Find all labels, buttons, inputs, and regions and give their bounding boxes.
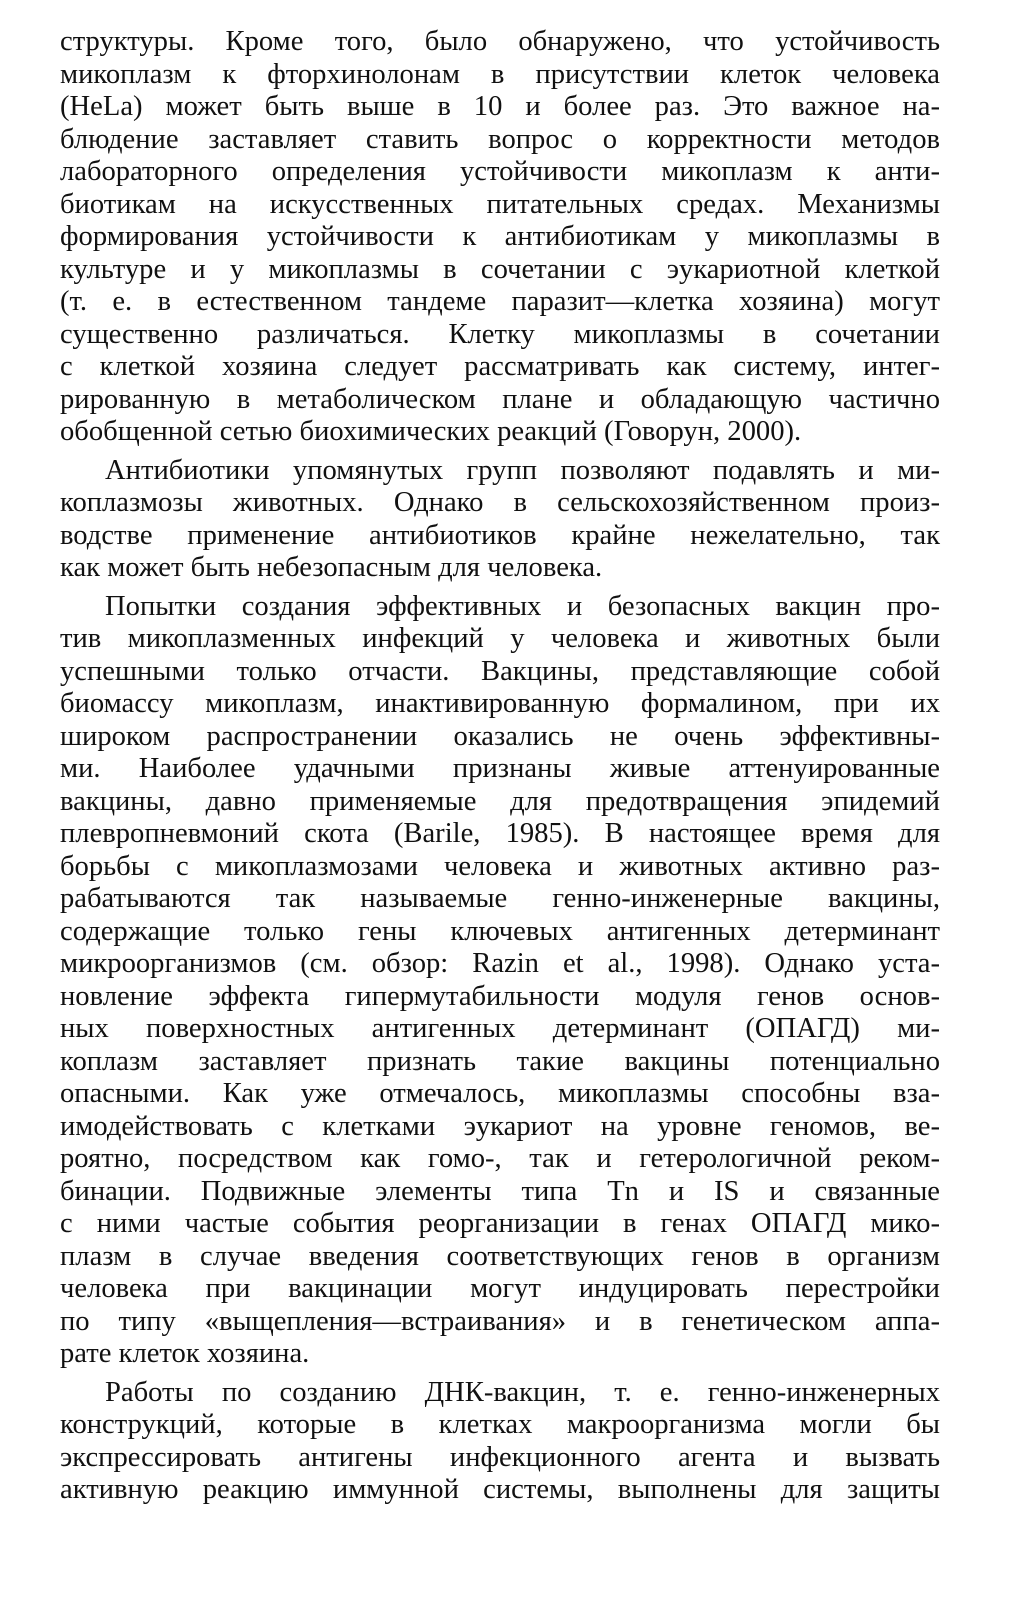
text-line: успешными только отчасти. Вакцины, представляющие собой [60,655,940,687]
paragraph [60,26,940,449]
text-line: новление эффекта гипермутабильности модуля генов основ- [60,980,940,1012]
text-line: культуре и у микоплазмы в сочетании с эукариотной клеткой [60,253,940,285]
text-line: тив микоплазменных инфекций у человека и животных были [60,623,940,654]
text-line: микроорганизмов (см. обзор: Razin et al., 1998). Однако уста- [60,948,940,979]
text-line: плевропневмоний скота (Barile, 1985). В настоящее время для [60,818,940,849]
text-line: опасными. Как уже отмечалось, микоплазмы способны вза- [60,1078,940,1109]
text-line: конструкций, которые в клетках макроорганизма могли бы [60,1409,940,1440]
text-line: коплазмозы животных. Однако в сельскохозяйственном произ- [60,487,940,518]
text-line: активную реакцию иммунной системы, выполнены для защиты [60,1474,940,1505]
text-line: плазм в случае введения соответствующих генов в организм [60,1240,940,1272]
text-line: роятно, посредством как гомо-, так и гетерологичной реком- [60,1143,940,1174]
text-line: имодействовать с клетками эукариот на уровне геномов, ве- [60,1110,940,1142]
paragraph [60,455,940,585]
text-line: лабораторного определения устойчивости микоплазм к анти- [60,156,940,187]
text-line: с клеткой хозяина следует рассматривать как систему, интег- [60,351,940,382]
text-line: по типу «выщепления—встраивания» и в генетическом аппа- [60,1305,940,1337]
text-line: человека при вакцинации могут индуцировать перестройки [60,1273,940,1304]
text-line: вакцины, давно применяемые для предотвращения эпидемий [60,785,940,817]
text-line: рабатываются так называемые генно-инженерные вакцины, [60,883,940,914]
text-line: содержащие только гены ключевых антигенных детерминант [60,915,940,947]
text-line: формирования устойчивости к антибиотикам у микоплазмы в [60,221,940,252]
text-line: борьбы с микоплазмозами человека и животных активно раз- [60,850,940,882]
text-line: водстве применение антибиотиков крайне нежелательно, так [60,519,940,551]
text-line: экспрессировать антигены инфекционного агента и вызвать [60,1441,940,1473]
text-line: Попытки создания эффективных и безопасных вакцин про- [105,590,940,622]
text-line: структуры. Кроме того, было обнаружено, что устойчивость [60,26,940,57]
paragraph [60,1377,940,1507]
text-line: рированную в метаболическом плане и обладающую частично [60,383,940,415]
text-line: микоплазм к фторхинолонам в присутствии клеток человека [60,58,940,90]
text-line: с ними частые события реорганизации в генах ОПАГД мико- [60,1208,940,1239]
text-line: Работы по созданию ДНК-вакцин, т. е. генно-инженерных [105,1376,940,1408]
text-line: Антибиотики упомянутых групп позволяют подавлять и ми- [105,454,940,486]
text-line: коплазм заставляет признать такие вакцины потенциально [60,1045,940,1077]
text-line: широком распространении оказались не очень эффективны- [60,720,940,752]
text-line: обобщенной сетью биохимических реакций (Говорун, 2000). [60,416,802,447]
text-line: ми. Наиболее удачными признаны живые аттенуированные [60,753,940,784]
text-line: биотикам на искусственных питательных средах. Механизмы [60,188,940,220]
text-line: рате клеток хозяина. [60,1338,310,1369]
text-line: биомассу микоплазм, инактивированную формалином, при их [60,688,940,719]
text-line: блюдение заставляет ставить вопрос о корректности методов [60,123,940,155]
text-line: ных поверхностных антигенных детерминант (ОПАГД) ми- [60,1013,940,1044]
text-line: бинации. Подвижные элементы типа Tn и IS и связанные [60,1175,940,1207]
text-line: как может быть небезопасным для человека. [60,552,603,583]
text-line: (HeLa) может быть выше в 10 и более раз. Это важное на- [60,91,940,122]
text-line: существенно различаться. Клетку микоплазмы в сочетании [60,318,940,350]
paragraph [60,591,940,1371]
text-line: (т. е. в естественном тандеме паразит—клетка хозяина) могут [60,286,940,317]
document-page [60,26,940,1513]
